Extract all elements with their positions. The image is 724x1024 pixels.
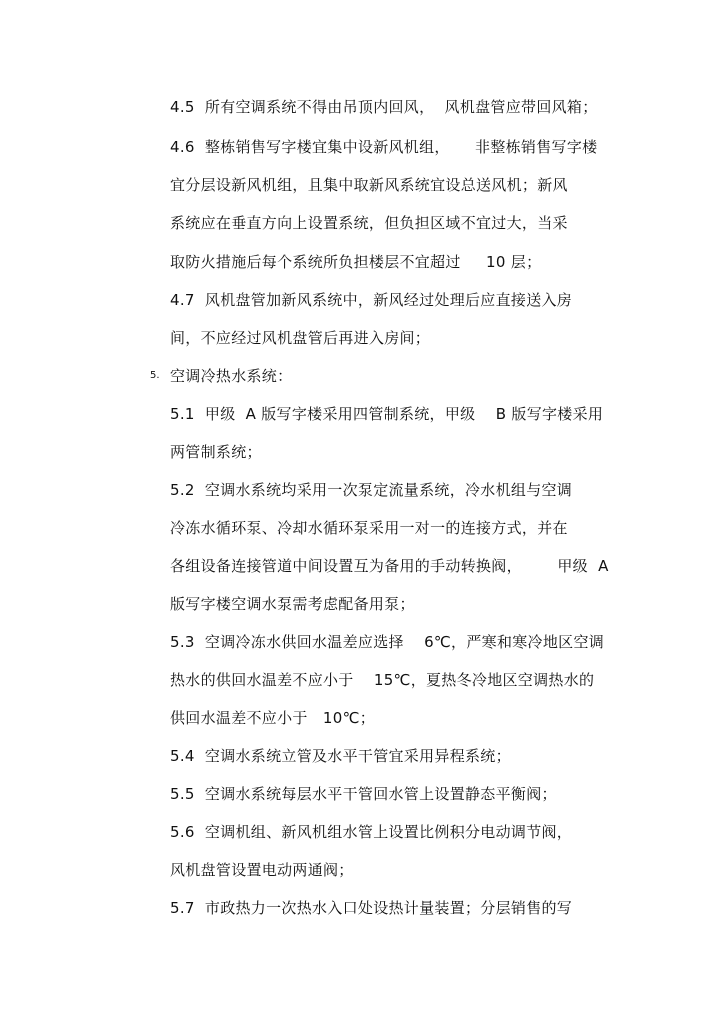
text-line-4-5: 4.5 所有空调系统不得由吊顶内回风， 风机盘管应带回风箱； bbox=[170, 98, 598, 116]
text-line-4-6: 4.6 整栋销售写字楼宜集中设新风机组， 非整栋销售写字楼 bbox=[170, 138, 598, 156]
text-line-4-7: 4.7 风机盘管加新风系统中，新风经过处理后应直接送入房 bbox=[170, 291, 573, 309]
text-line-5-7: 5.7 市政热力一次热水入口处设热计量装置；分层销售的写 bbox=[170, 899, 573, 917]
text-line: 取防火措施后每个系统所负担楼层不宜超过 10 层； bbox=[170, 253, 542, 271]
text-line-5-4: 5.4 空调水系统立管及水平干管宜采用异程系统； bbox=[170, 747, 511, 765]
text-line-5-1: 5.1 甲级 A 版写字楼采用四管制系统，甲级 B 版写字楼采用 bbox=[170, 405, 604, 423]
text-line: 风机盘管设置电动两通阀； bbox=[170, 861, 354, 879]
text-line-5-6: 5.6 空调机组、新风机组水管上设置比例积分电动调节阀， bbox=[170, 823, 573, 841]
text-line: 系统应在垂直方向上设置系统，但负担区域不宜过大，当采 bbox=[170, 214, 568, 232]
text-line: 热水的供回水温差不应小于 15℃，夏热冬冷地区空调热水的 bbox=[170, 671, 595, 689]
text-line: 供回水温差不应小于 10℃； bbox=[170, 709, 376, 727]
text-line: 版写字楼空调水泵需考虑配备用泵； bbox=[170, 595, 415, 613]
text-line: 宜分层设新风机组，且集中取新风系统宜设总送风机；新风 bbox=[170, 176, 568, 194]
text-line: 各组设备连接管道中间设置互为备用的手动转换阀， 甲级 A bbox=[170, 557, 609, 575]
text-line: 两管制系统； bbox=[170, 443, 262, 461]
text-line-5-3: 5.3 空调冷冻水供回水温差应选择 6℃，严寒和寒冷地区空调 bbox=[170, 633, 605, 651]
text-line: 间，不应经过风机盘管后再进入房间； bbox=[170, 329, 431, 347]
text-line-5-5: 5.5 空调水系统每层水平干管回水管上设置静态平衡阀； bbox=[170, 785, 557, 803]
text-line-5-2: 5.2 空调水系统均采用一次泵定流量系统，冷水机组与空调 bbox=[170, 481, 573, 499]
section-number: 5. bbox=[150, 370, 160, 381]
text-line: 冷冻水循环泵、冷却水循环泵采用一对一的连接方式，并在 bbox=[170, 519, 568, 537]
section-heading: 空调冷热水系统： bbox=[170, 367, 293, 385]
